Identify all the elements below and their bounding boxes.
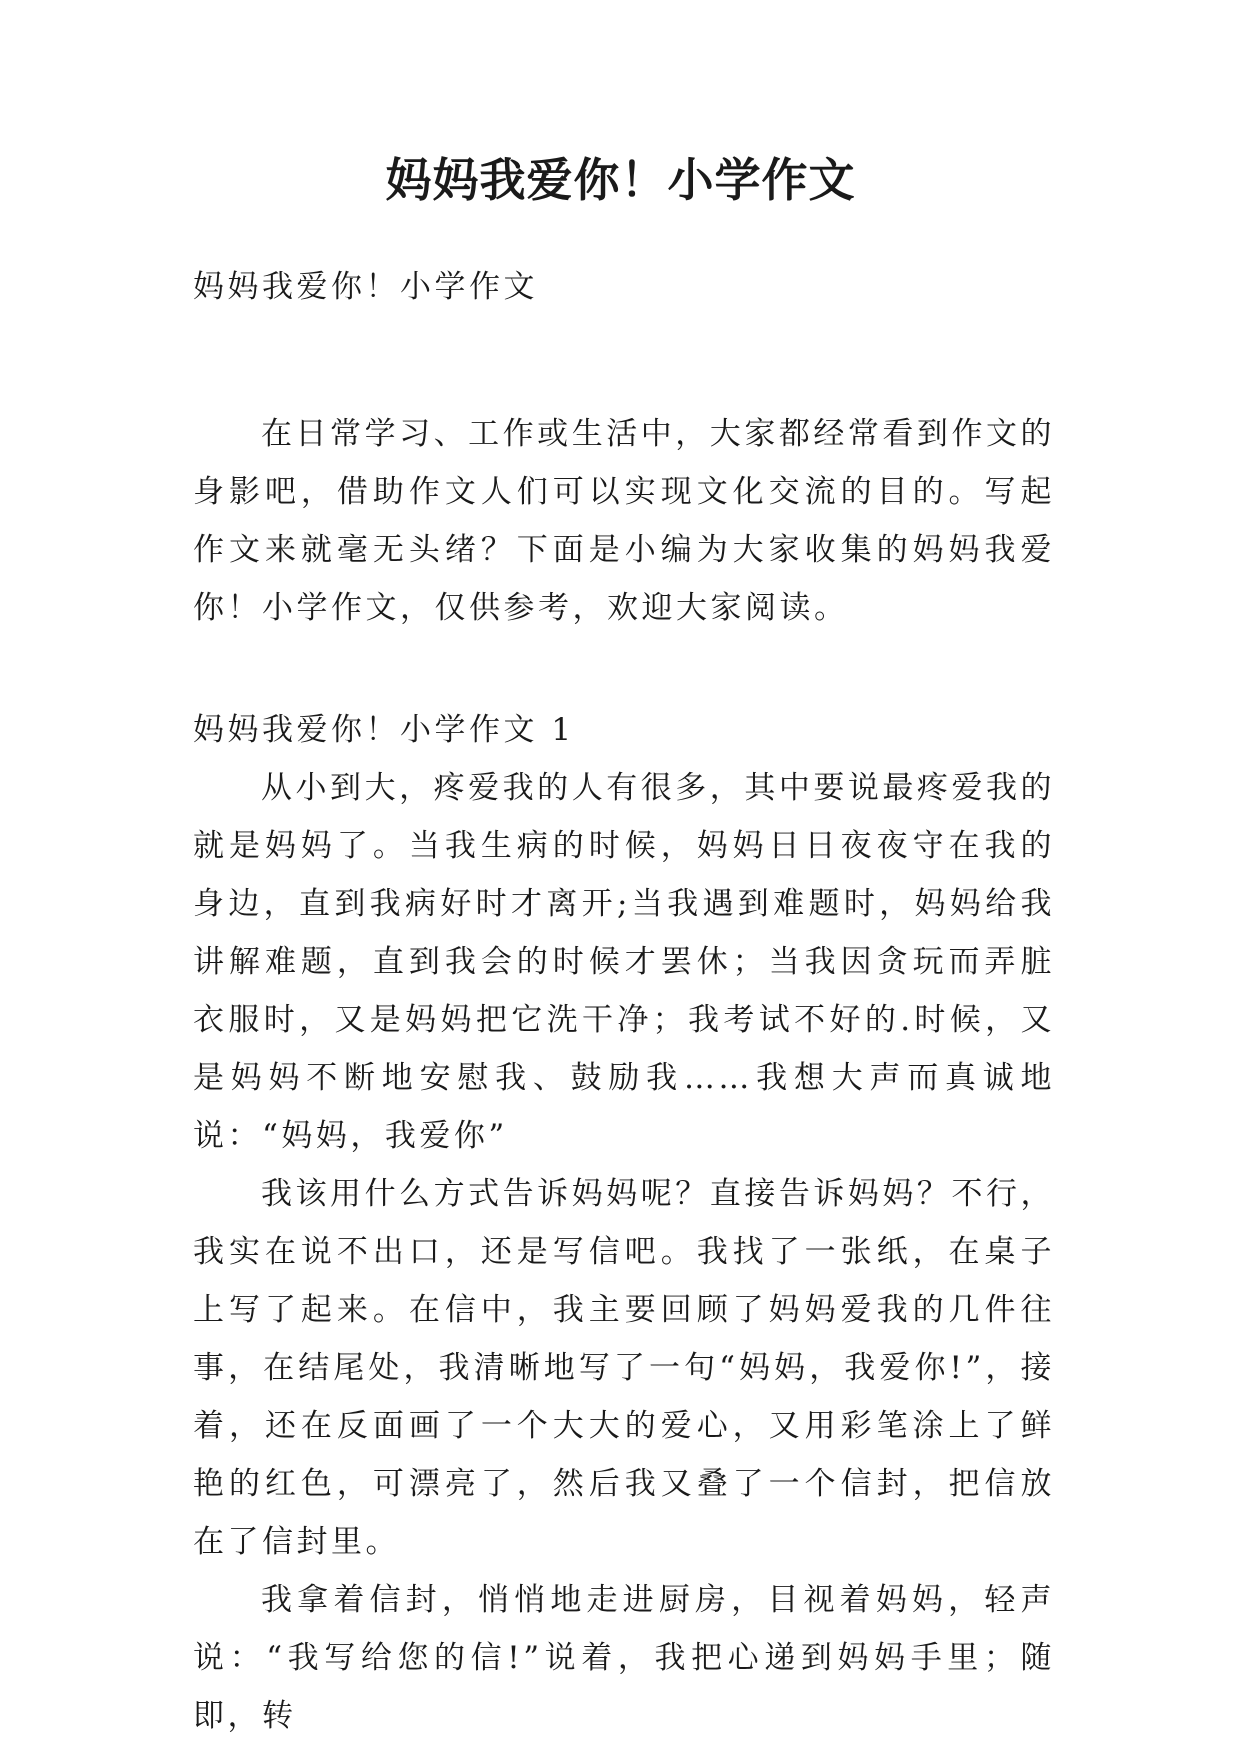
essay-paragraph-2: 我该用什么方式告诉妈妈呢？直接告诉妈妈？不行，我实在说不出口，还是写信吧。我找了一张纸，在桌子上写了起来。在信中，我主要回顾了妈妈爱我的几件往事，在结尾处，我清晰地写了一句“妈妈，我爱你!”，接着，还在反面画了一个大大的爱心，又用彩笔涂上了鲜艳的红色，可漂亮了，然后我又叠了一个信封，把信放在了信封里。 bbox=[193, 1176, 1055, 1560]
essay-paragraph-3: 我拿着信封，悄悄地走进厨房，目视着妈妈，轻声说：“我写给您的信!”说着，我把心递到妈妈手里；随即，转 bbox=[193, 1582, 1055, 1734]
intro-paragraph: 在日常学习、工作或生活中，大家都经常看到作文的身影吧，借助作文人们可以实现文化交流的目的。写起作文来就毫无头绪？下面是小编为大家收集的妈妈我爱你！小学作文，仅供参考，欢迎大家阅读。 bbox=[193, 416, 1055, 626]
section-heading: 妈妈我爱你！小学作文 1 bbox=[193, 712, 575, 748]
document-subtitle: 妈妈我爱你！小学作文 bbox=[193, 269, 538, 305]
essay-body bbox=[193, 759, 1055, 1745]
document-title: 妈妈我爱你！小学作文 bbox=[385, 153, 856, 207]
essay-paragraph-1: 从小到大，疼爱我的人有很多，其中要说最疼爱我的就是妈妈了。当我生病的时候，妈妈日日夜夜守在我的身边，直到我病好时才离开;当我遇到难题时，妈妈给我讲解难题，直到我会的时候才罢休；当我因贪玩而弄脏衣服时，又是妈妈把它洗干净；我考试不好的.时候，又是妈妈不断地安慰我、鼓励我……我想大声而真诚地说：“妈妈，我爱你” bbox=[193, 770, 1055, 1154]
